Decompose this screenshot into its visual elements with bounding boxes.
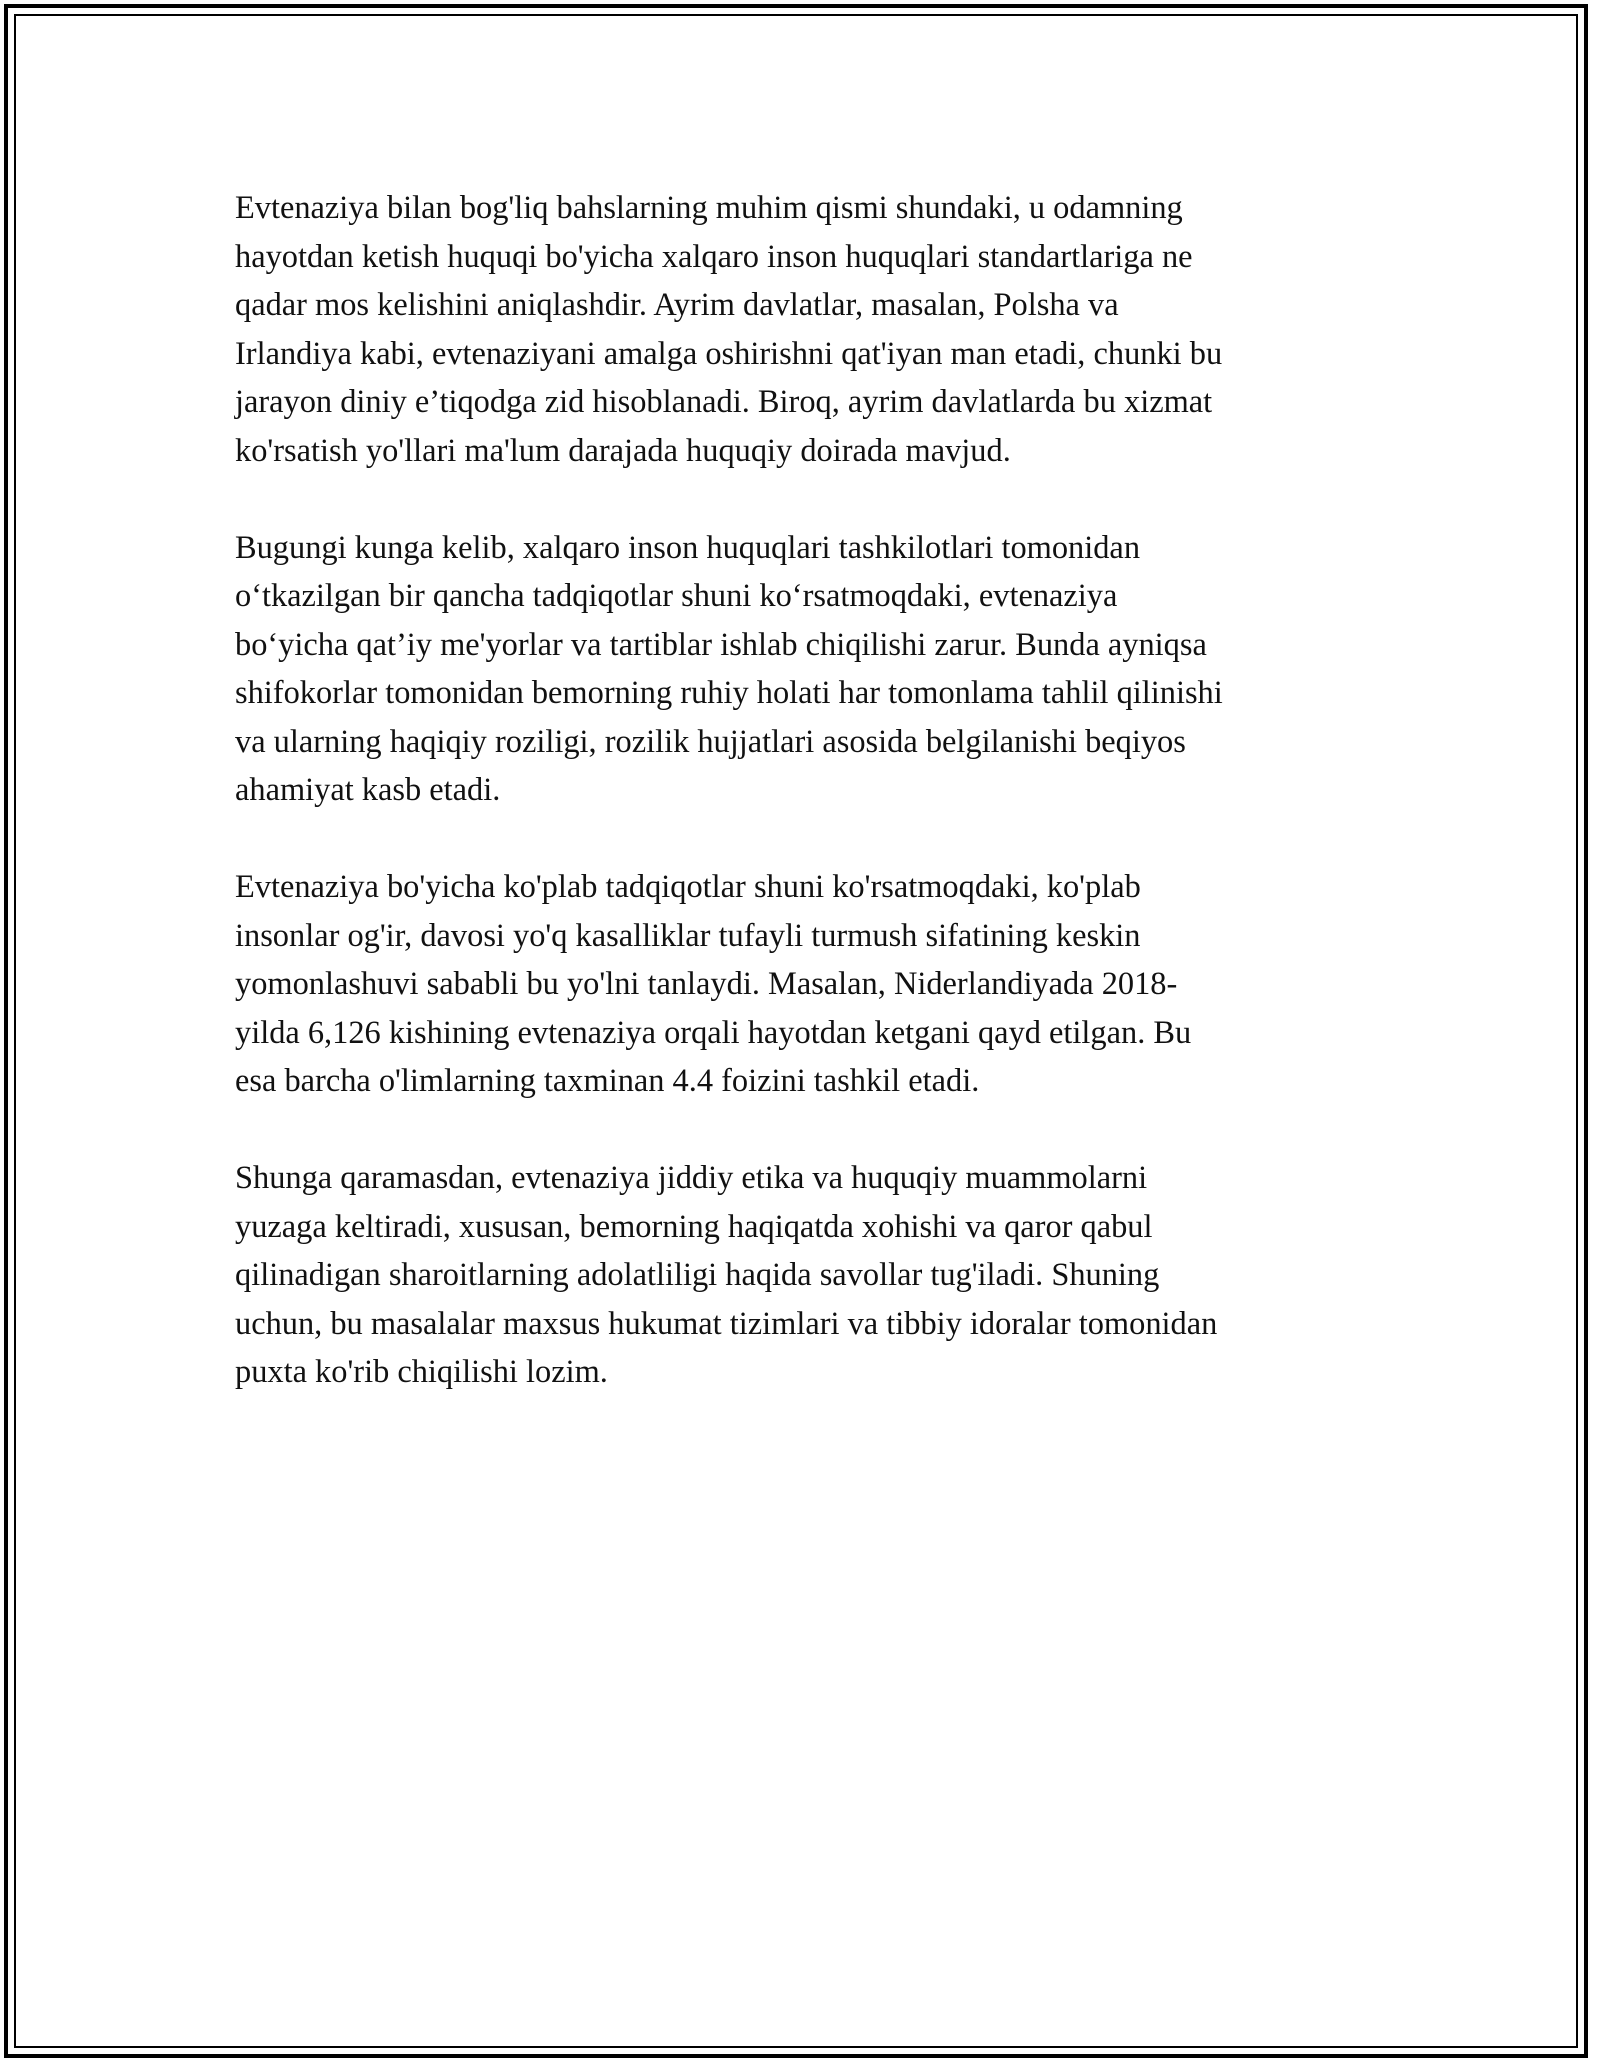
paragraph-2: Bugungi kunga kelib, xalqaro inson huquqlari tashkilotlari tomonidan o‘tkazilgan bir qancha tadqiqotlar shuni ko‘rsatmoqdaki, evtenaziya bo‘yicha qat’iy me'yorlar va tartiblar ishlab chiqilishi zarur. Bunda ayniqsa shifokorlar tomonidan bemorning ruhiy holati har tomonlama tahlil qilinishi va ularning haqiqiy roziligi, rozilik hujjatlari asosida belgilanishi beqiyos ahamiyat kasb etadi. [235, 529, 1223, 808]
paragraph-3: Evtenaziya bo'yicha ko'plab tadqiqotlar shuni ko'rsatmoqdaki, ko'plab insonlar og'ir, davosi yo'q kasalliklar tufayli turmush sifatining keskin yomonlashuvi sababli bu yo'lni tanlaydi. Masalan, Niderlandiyada 2018- yilda 6,126 kishining evtenaziya orqali hayotdan ketgani qayd etilgan. Bu esa barcha o'limlarning taxminan 4.4 foizini tashkil etadi. [235, 869, 1192, 1099]
document-body [235, 184, 1365, 1445]
paragraph-1: Evtenaziya bilan bog'liq bahslarning muhim qismi shundaki, u odamning hayotdan ketish huquqi bo'yicha xalqaro inson huquqlari standartlariga ne qadar mos kelishini aniqlashdir. Ayrim davlatlar, masalan, Polsha va Irlandiya kabi, evtenaziyani amalga oshirishni qat'iyan man etadi, chunki bu jarayon diniy e’tiqodga zid hisoblanadi. Biroq, ayrim davlatlarda bu xizmat ko'rsatish yo'llari ma'lum darajada huquqiy doirada mavjud. [235, 190, 1223, 469]
paragraph-4: Shunga qaramasdan, evtenaziya jiddiy etika va huquqiy muammolarni yuzaga keltiradi, xususan, bemorning haqiqatda xohishi va qaror qabul qilinadigan sharoitlarning adolatliligi haqida savollar tug'iladi. Shuning uchun, bu masalalar maxsus hukumat tizimlari va tibbiy idoralar tomonidan puxta ko'rib chiqilishi lozim. [235, 1160, 1218, 1390]
